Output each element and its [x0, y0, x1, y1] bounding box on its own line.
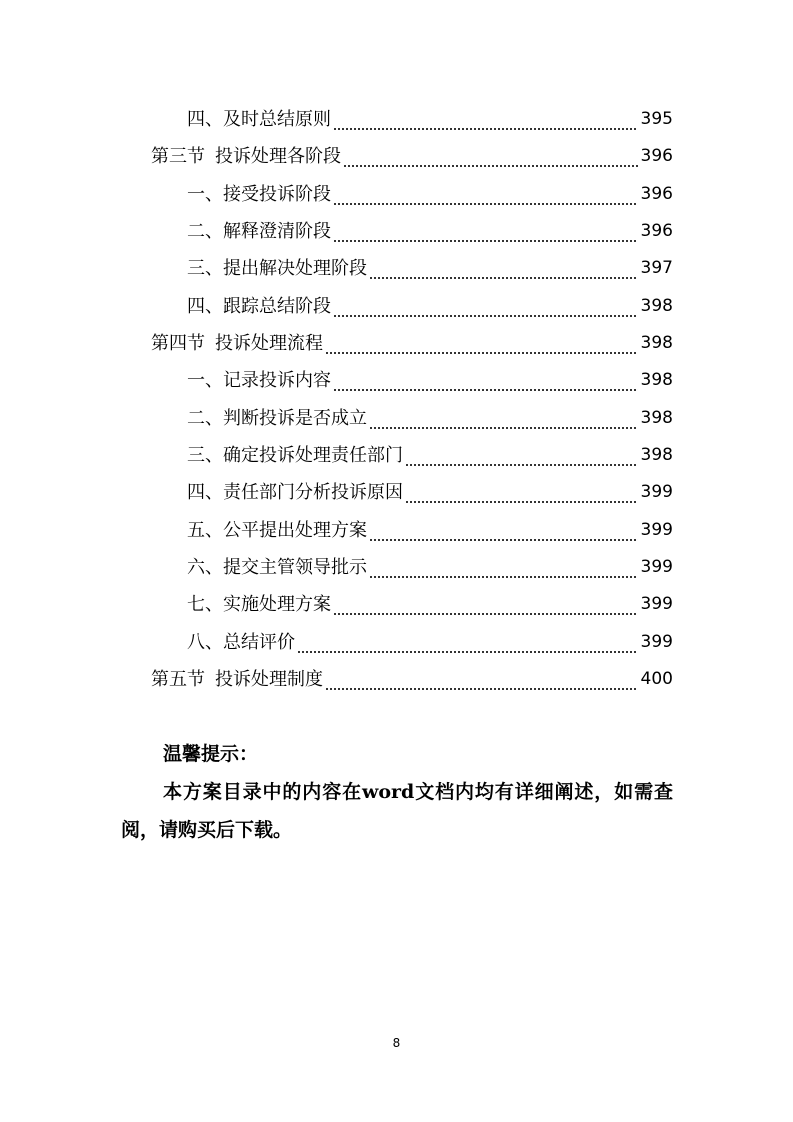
toc-page-number: 399: [640, 557, 673, 578]
toc-section-title: 投诉处理各阶段: [215, 146, 341, 168]
toc-entry-title: 八、总结评价: [187, 631, 295, 653]
toc-dot-leader: [297, 624, 638, 661]
toc-entry-title: 四、跟踪总结阶段: [187, 295, 331, 317]
toc-dot-leader: [333, 288, 638, 325]
notice-title: 温馨提示：: [163, 743, 259, 765]
notice-body: 本方案目录中的内容在word文档内均有详细阐述，如需查阅，请购买后下载。: [121, 781, 673, 841]
toc-entry[interactable]: [0, 362, 793, 399]
toc-entry-title: [151, 661, 323, 698]
toc-entry-title: [151, 325, 323, 362]
toc-entry-title: 七、实施处理方案: [187, 594, 331, 616]
toc-page-number: 398: [640, 407, 673, 428]
toc-section-label: 第三节: [151, 146, 205, 168]
toc-entry[interactable]: [0, 176, 793, 213]
toc-entry[interactable]: [0, 437, 793, 474]
toc-entry-title: 二、判断投诉是否成立: [187, 407, 367, 429]
toc-dot-leader: [369, 549, 638, 586]
toc-page-number: 396: [640, 146, 673, 167]
toc-dot-leader: [343, 138, 638, 175]
toc-entry[interactable]: [0, 586, 793, 623]
toc-entry-title: 一、接受投诉阶段: [187, 183, 331, 205]
toc-page-number: 398: [640, 370, 673, 391]
toc-page-number: 396: [640, 221, 673, 242]
toc-page-number: 400: [640, 669, 673, 690]
toc-dot-leader: [325, 325, 638, 362]
toc-dot-leader: [333, 213, 638, 250]
toc-dot-leader: [333, 362, 638, 399]
toc-section-entry[interactable]: [0, 325, 793, 362]
toc-entry[interactable]: [0, 549, 793, 586]
toc-entry-title: 三、确定投诉处理责任部门: [187, 445, 403, 467]
notice-block: [121, 735, 673, 849]
toc-page-number: 399: [640, 482, 673, 503]
toc-dot-leader: [333, 586, 638, 623]
toc-page-number: 398: [640, 333, 673, 354]
toc-entry[interactable]: [0, 288, 793, 325]
toc-dot-leader: [405, 437, 638, 474]
toc-page-number: 399: [640, 519, 673, 540]
toc-entry-title: 四、责任部门分析投诉原因: [187, 482, 403, 504]
toc-dot-leader: [405, 474, 638, 511]
toc-entry[interactable]: [0, 101, 793, 138]
toc-entry[interactable]: [0, 512, 793, 549]
toc-entry-title: 五、公平提出处理方案: [187, 519, 367, 541]
toc-entry-title: 一、记录投诉内容: [187, 370, 331, 392]
toc-page-number: 397: [640, 258, 673, 279]
toc-entry[interactable]: [0, 474, 793, 511]
toc-section-entry[interactable]: [0, 138, 793, 175]
toc-entry-title: 四、及时总结原则: [187, 109, 331, 131]
toc-entry-title: 二、解释澄清阶段: [187, 221, 331, 243]
toc-entry[interactable]: [0, 250, 793, 287]
toc-page-number: 399: [640, 631, 673, 652]
page-number: 8: [392, 1036, 401, 1050]
table-of-contents: [0, 101, 793, 698]
toc-page-number: 399: [640, 594, 673, 615]
toc-dot-leader: [325, 661, 638, 698]
toc-page-number: 398: [640, 295, 673, 316]
toc-entry-title: 三、提出解决处理阶段: [187, 258, 367, 280]
toc-section-title: 投诉处理制度: [215, 669, 323, 691]
toc-dot-leader: [333, 101, 638, 138]
toc-dot-leader: [333, 176, 638, 213]
toc-dot-leader: [369, 250, 638, 287]
toc-page-number: 396: [640, 183, 673, 204]
toc-entry[interactable]: [0, 213, 793, 250]
toc-page-number: 398: [640, 445, 673, 466]
toc-entry[interactable]: [0, 624, 793, 661]
toc-page-number: 395: [640, 109, 673, 130]
toc-section-label: 第五节: [151, 669, 205, 691]
toc-entry[interactable]: [0, 400, 793, 437]
toc-entry-title: [151, 138, 341, 175]
toc-section-label: 第四节: [151, 333, 205, 355]
toc-section-entry[interactable]: [0, 661, 793, 698]
toc-entry-title: 六、提交主管领导批示: [187, 557, 367, 579]
toc-dot-leader: [369, 512, 638, 549]
toc-section-title: 投诉处理流程: [215, 333, 323, 355]
toc-dot-leader: [369, 400, 638, 437]
